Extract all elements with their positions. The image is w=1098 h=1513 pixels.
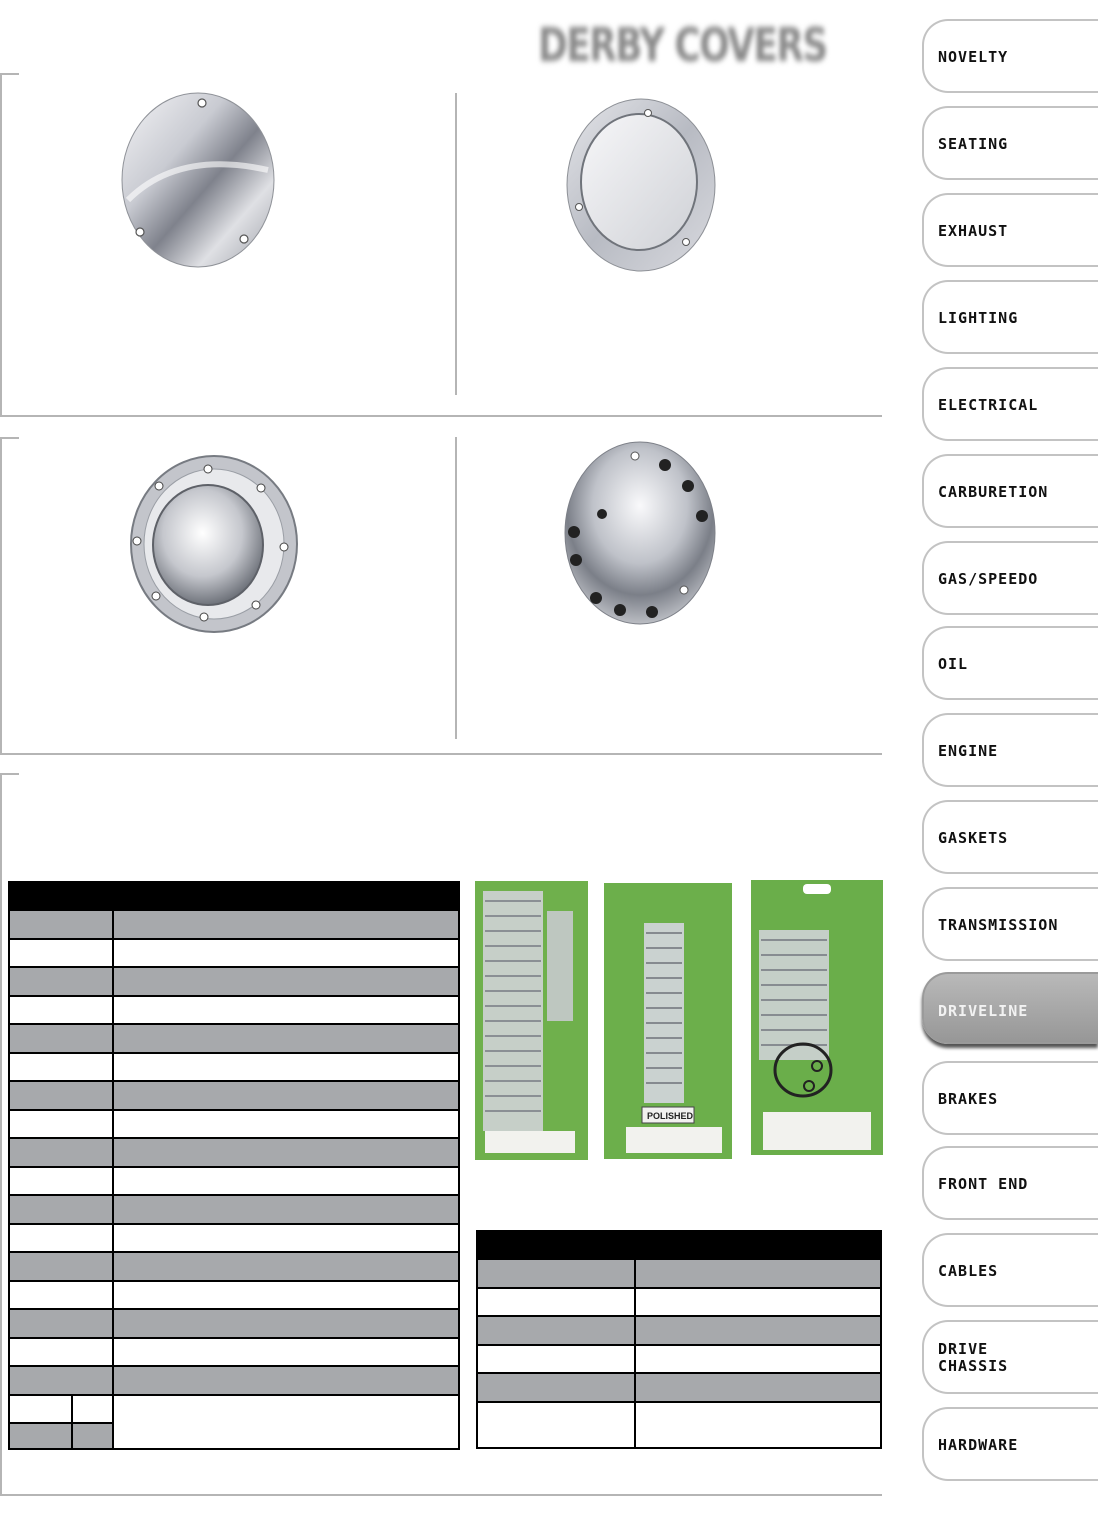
tab-oil[interactable] (922, 626, 1098, 700)
bolt-kit-pack-3-image (751, 880, 883, 1155)
tab-driveline[interactable] (922, 972, 1098, 1044)
tab-carburetion[interactable] (922, 454, 1098, 528)
dome-center-derby-cover-image (128, 455, 300, 635)
tab-label: DRIVE CHASSIS (938, 1340, 1009, 1375)
tab-gaskets[interactable] (922, 800, 1098, 874)
tab-lighting[interactable] (922, 280, 1098, 354)
tab-drive-chassis[interactable] (922, 1320, 1098, 1394)
tab-label: CABLES (938, 1262, 999, 1280)
tab-electrical[interactable] (922, 367, 1098, 441)
tab-gas-speedo[interactable] (922, 541, 1098, 615)
bolt-kit-pack-2-image (604, 883, 732, 1159)
tab-label: ELECTRICAL (938, 396, 1039, 414)
tab-transmission[interactable] (922, 887, 1098, 961)
tab-label: BRAKES (938, 1090, 999, 1108)
tab-label: ENGINE (938, 742, 999, 760)
tab-label: HARDWARE (938, 1436, 1019, 1454)
tab-label: OIL (938, 655, 969, 673)
tab-front-end[interactable] (922, 1146, 1098, 1220)
tab-label: SEATING (938, 135, 1009, 153)
tab-label: LIGHTING (938, 309, 1019, 327)
page-title: DERBY COVERS (538, 18, 827, 72)
bolt-kit-spec-table (8, 881, 460, 1450)
recessed-derby-cover-image (564, 96, 718, 274)
tab-label: GAS/SPEEDO (938, 570, 1039, 588)
tab-novelty[interactable] (922, 19, 1098, 93)
drilled-dome-derby-cover-image (562, 438, 718, 628)
tab-label: CARBURETION (938, 483, 1049, 501)
smooth-dome-derby-cover-image (118, 90, 278, 270)
tab-engine[interactable] (922, 713, 1098, 787)
tab-label: NOVELTY (938, 48, 1009, 66)
tab-label: EXHAUST (938, 222, 1009, 240)
tab-hardware[interactable] (922, 1407, 1098, 1481)
kit-pack-spec-table (476, 1230, 882, 1449)
tab-label: GASKETS (938, 829, 1009, 847)
tab-brakes[interactable] (922, 1061, 1098, 1135)
tab-label: FRONT END (938, 1175, 1029, 1193)
tab-label: TRANSMISSION (938, 916, 1059, 934)
tab-seating[interactable] (922, 106, 1098, 180)
tab-label: DRIVELINE (938, 1002, 1029, 1020)
spec-table-header (10, 883, 458, 911)
polished-badge: POLISHED (646, 1111, 693, 1121)
tab-exhaust[interactable] (922, 193, 1098, 267)
bolt-kit-pack-1-image (475, 881, 588, 1160)
tab-cables[interactable] (922, 1233, 1098, 1307)
